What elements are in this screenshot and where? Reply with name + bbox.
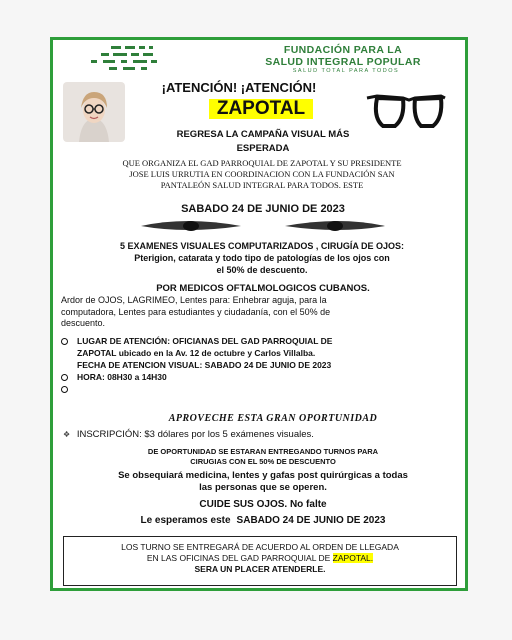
woman-with-glasses-photo [63,82,125,142]
closing-date-line [83,515,443,526]
details-list [57,335,467,383]
foundation-subtitle: SALUD TOTAL PARA TODOS [292,68,400,74]
closing-date: SABADO 24 DE JUNIO DE 2023 [236,515,386,526]
doctors-text: POR MEDICOS OFTALMOLOGICOS CUBANOS. [156,283,370,294]
notice-line1: LOS TURNO SE ENTREGARÁ DE ACUERDO AL ORDEN DE LLEGADA [121,542,399,552]
attention-heading: ¡ATENCIÓN! ¡ATENCIÓN! [161,80,317,95]
notice-zapotal-highlight: ZAPOTAL. [332,553,374,563]
gifts-text [73,470,453,493]
diamond-bullet-icon: ❖ [63,430,71,439]
notice-line2 [64,553,456,564]
foundation-title-line2: SALUD INTEGRAL POPULAR [265,56,421,68]
organizer-line1: QUE ORGANIZA EL GAD PARROQUIAL DE ZAPOTAL Y SU PRESIDENTE [122,158,402,168]
foundation-title [228,44,458,68]
hours-text: HORA: 08H30 a 14H30 [77,372,167,382]
foundation-logo-icon [81,44,191,74]
registration-item [63,429,463,440]
closing-text: Le esperamos este [140,515,231,526]
organizer-line2: JOSE LUIS URRUTIA EN COORDINACION CON LA FUNDACIÓN SAN [129,169,395,179]
event-date: SABADO 24 DE JUNIO DE 2023 [181,203,345,215]
bullet-circle-icon [61,338,68,345]
care-slogan: CUIDE SUS OJOS. No falte [199,499,327,510]
turns-notice-box [63,536,457,586]
organizer-text [75,158,449,191]
eyes-icon [131,218,395,234]
surgery-turns-line1: DE OPORTUNIDAD SE ESTARAN ENTREGANDO TURNOS PARA [147,447,379,456]
gifts-line1: Se obsequiará medicina, lentes y gafas post quirúrgicas a todas [118,470,408,481]
surgery-turns-line2: CIRUGIAS CON EL 50% DE DESCUENTO [190,457,336,466]
symptoms-line2: computadora, Lentes para estudiantes y ciudadanía, con el 50% de [61,306,331,317]
attention-date: FECHA DE ATENCION VISUAL: SABADO 24 DE JUNIO DE 2023 [77,360,332,370]
campaign-heading-line1: REGRESA LA CAMPAÑA VISUAL MÁS [176,129,350,140]
registration-text: INSCRIPCIÓN: $3 dólares por los 5 exámenes visuales. [76,429,314,440]
foundation-title-line1: FUNDACIÓN PARA LA [283,44,403,56]
symptoms-text [61,295,463,330]
surgery-turns-text [113,447,413,467]
exams-line1: 5 EXAMENES VISUALES COMPUTARIZADOS , CIRUGÍA DE OJOS: [119,241,405,251]
flyer [50,37,468,591]
exams-line2: Pterigion, catarata y todo tipo de patologías de los ojos con [134,253,390,263]
notice-line2-text: EN LAS OFICINAS DEL GAD PARROQUIAL DE [146,553,331,563]
bullet-circle-icon [61,386,68,393]
campaign-heading [163,128,363,156]
zapotal-highlight: ZAPOTAL [209,99,313,119]
location-line2: ZAPOTAL ubicado en la Av. 12 de octubre y Carlos Villalba. [77,348,316,358]
campaign-heading-line2: ESPERADA [236,143,290,154]
eyeglasses-icon [365,88,447,136]
bullet-circle-icon [61,374,68,381]
location-item [57,335,467,347]
exams-description [63,240,461,276]
gifts-line2: las personas que se operen. [199,481,327,493]
location-line1: LUGAR DE ATENCIÓN: OFICIANAS DEL GAD PARROQUIAL DE [77,336,333,346]
symptoms-line3: descuento. [61,318,106,328]
hours-item [57,371,467,383]
organizer-line3: PANTALEÓN SALUD INTEGRAL PARA TODOS. ESTE [160,180,364,190]
exams-line3: el 50% de descuento. [216,265,308,275]
opportunity-heading: APROVECHE ESTA GRAN OPORTUNIDAD [168,413,378,424]
symptoms-line1: Ardor de OJOS, LAGRIMEO, Lentes para: Enhebrar aguja, para la [61,295,327,305]
notice-line3: SERA UN PLACER ATENDERLE. [194,564,326,574]
